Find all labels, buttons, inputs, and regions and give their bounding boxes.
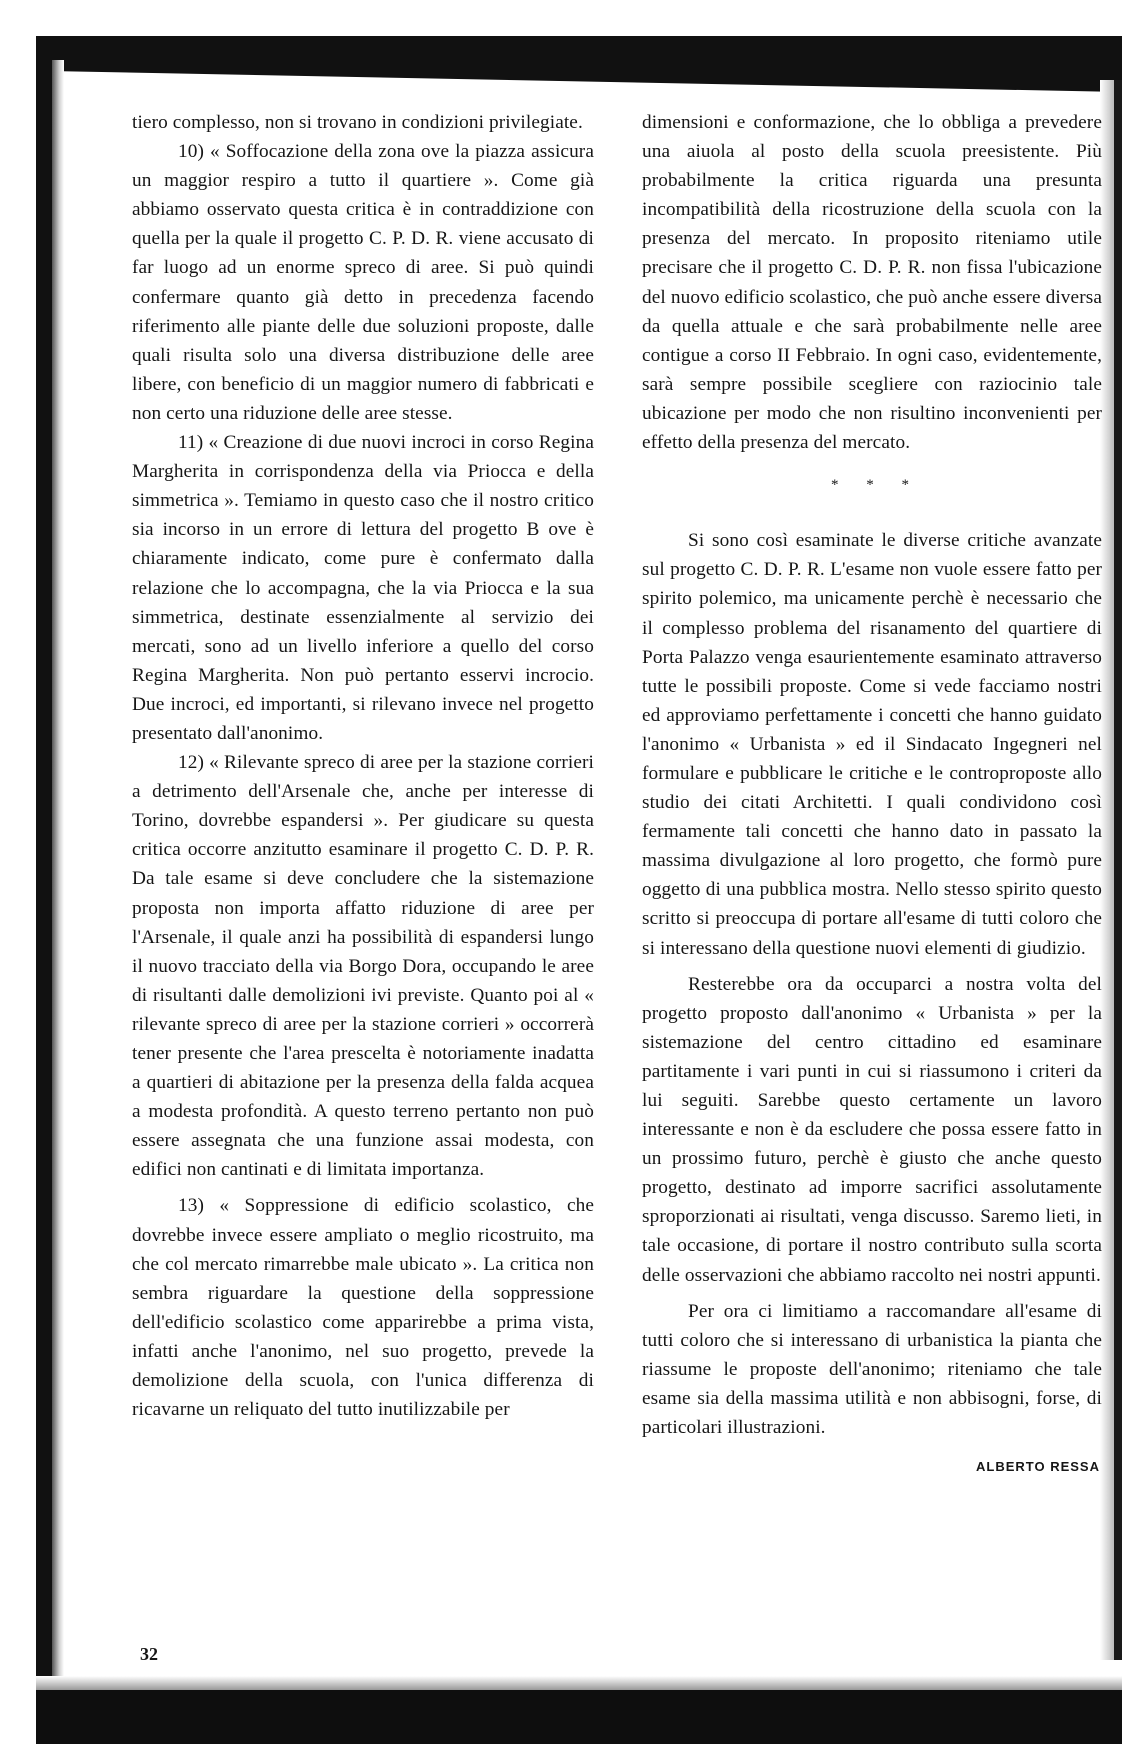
paragraph-conclusion: Si sono così esaminate le diverse critiche avanzate sul progetto C. D. P. R. L'esame non vuole essere fatto per spirito polemico, ma unicamente perchè è necessario che il complesso problema del risanamento del quartiere di Porta Palazzo venga esaurientemente esaminato attraverso tutte le possibili proposte. Come si vede facciamo nostri ed approviamo perfettamente i concetti che hanno guidato l'anonimo « Urbanista » ed il Sindacato Ingegneri nel formulare e pubblicare le critiche e le controproposte allo studio dei citati Architetti. I quali condividono così fermamente tali concetti che hanno dato in passato la massima divulgazione al loro progetto, che formò pure oggetto di una pubblica mostra. Nello stesso spirito questo scritto si preoccupa di portare all'esame di tutti coloro che si interessano della questione nuovi elementi di giudizio. [642, 530, 1102, 959]
left-column [132, 108, 594, 1424]
scan-right-border [1114, 80, 1122, 1660]
scan-left-border [36, 60, 52, 1700]
scan-bottom-border [36, 1690, 1122, 1744]
paragraph-point-11: 11) « Creazione di due nuovi incroci in corso Regina Margherita in corrispondenza della via Priocca e della simmetrica ». Temiamo in questo caso che il nostro critico sia incorso in un errore di lettura del progetto B ove è chiaramente indicato, come pure è confermato dalla relazione che lo accompagna, che la via Priocca e la sua simmetrica, destinate essenzialmente al servizio dei mercati, sono ad un livello inferiore a quello del corso Regina Margherita. Non può pertanto esservi incrocio. Due incroci, ed importanti, si rilevano invece nel progetto presentato dall'anonimo. [132, 432, 594, 744]
section-separator: * * * [831, 477, 921, 494]
paragraph-point-12: 12) « Rilevante spreco di aree per la stazione corrieri a detrimento dell'Arsenale che, anche per interesse di Torino, dovrebbe espandersi ». Per giudicare su questa critica occorre anzitutto esaminare il progetto C. D. P. R. Da tale esame si deve concludere che la sistemazione proposta non importa affatto riduzione di aree per l'Arsenale, il quale anzi ha possibilità di espandersi lungo il nuovo tracciato della via Borgo Dora, occupando le aree di risultanti dalle demolizioni ivi previste. Quanto poi al « rilevante spreco di aree per la stazione corrieri » occorrerà tener presente che l'area prescelta è notoriamente inadatta a quartieri di abitazione per la presenza della falda acquea a modesta profondità. A questo terreno pertanto non può essere assegnata che una funzione assai modesta, con edifici non cantinati e di limitata importanza. [132, 752, 594, 1181]
paragraph-future-review: Resterebbe ora da occuparci a nostra volta del progetto proposto dall'anonimo « Urbanista » per la sistemazione del centro cittadino ed esaminare partitamente i vari punti in cui si riassumono i criteri da lui seguiti. Sarebbe questo certamente un lavoro interessante e non è da escludere che possa essere fatto in un prossimo futuro, perchè è giusto che anche questo progetto, destinato ad imporre sacrifici assolutamente sproporzionati ai risultati, venga discusso. Saremo lieti, in tale occasione, di portare il nostro contributo sulla scorta delle osservazioni che abbiamo raccolto nei nostri appunti. [642, 973, 1102, 1286]
author-signature: ALBERTO RESSA [976, 1459, 1100, 1475]
scan-right-shadow [1100, 80, 1114, 1660]
page-number: 32 [140, 1644, 158, 1664]
right-column [642, 108, 1102, 1481]
paragraph-school-continuation: dimensioni e conformazione, che lo obbliga a prevedere una aiuola al posto della scuola preesistente. Più probabilmente la critica riguarda una presunta incompatibilità della ricostruzione della scuola con la presenza del mercato. In proposito riteniamo utile precisare che il progetto C. D. P. R. non fissa l'ubicazione del nuovo edificio scolastico, che può anche essere diversa da quella attuale e che sarà probabilmente nelle aree contigue a corso II Febbraio. In ogni caso, evidentemente, sarà sempre possibile scegliere con raziocinio tale ubicazione per modo che non risultino inconvenienti per effetto della presenza del mercato. [642, 112, 1102, 454]
paragraph-point-13: 13) « Soppressione di edificio scolastico, che dovrebbe invece essere ampliato o meglio ricostruito, ma che col mercato rimarrebbe male ubicato ». La critica non sembra riguardare la questione della soppressione dell'edificio scolastico come apparirebbe a prima vista, infatti anche l'anonimo, nel suo progetto, prevede la demolizione della scuola, con l'unica differenza di ricavarne un reliquato del tutto inutilizzabile per [132, 1195, 594, 1421]
paragraph-recommendation: Per ora ci limitiamo a raccomandare all'esame di tutti coloro che si interessano di urbanistica la pianta che riassume le proposte dell'anonimo; riteniamo che tale esame sia della massima utilità e non abbisogni, forse, di particolari illustrazioni. [642, 1300, 1102, 1439]
paragraph-continuation: tiero complesso, non si trovano in condizioni privilegiate. [132, 112, 583, 133]
paragraph-point-10: 10) « Soffocazione della zona ove la piazza assicura un maggior respiro a tutto il quartiere ». Come già abbiamo osservato questa critica è in contraddizione con quella per la quale il progetto C. P. D. R. viene accusato di far luogo ad un enorme spreco di aree. Si può quindi confermare quanto già detto in precedenza facendo riferimento alle piante delle due soluzioni proposte, dalle quali risulta solo una diversa distribuzione delle aree libere, con beneficio di un maggior numero di fabbricati e non certo una riduzione delle aree stesse. [132, 141, 594, 424]
scan-left-shadow [52, 60, 64, 1700]
